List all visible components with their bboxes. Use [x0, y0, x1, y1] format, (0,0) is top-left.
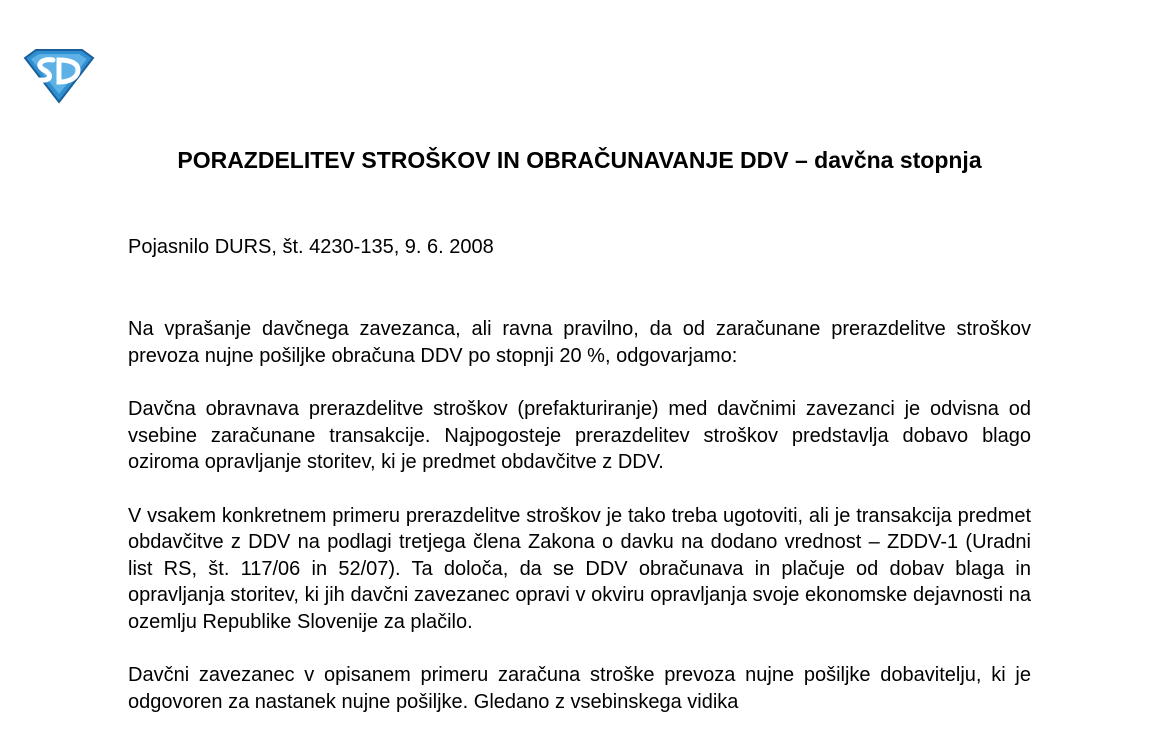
paragraph-question: Na vprašanje davčnega zavezanca, ali ravna pravilno, da od zaračunane prerazdelitve stroškov prevoza nujne pošiljke obračuna DDV po stopnji 20 %, odgovarjamo: [128, 318, 1031, 367]
sd-logo-icon [22, 48, 96, 104]
paragraph-case-description: Davčni zavezanec v opisanem primeru zaračuna stroške prevoza nujne pošiljke dobavitelju, ki je odgovoren za nastanek nujne pošiljke. Gledano z vsebinskega vidika [128, 664, 1031, 713]
document-body [128, 316, 1031, 742]
paragraph-cost-allocation: Davčna obravnava prerazdelitve stroškov (prefakturiranje) med davčnimi zavezanci je odvisna od vsebine zaračunane transakcije. Najpogosteje prerazdelitev stroškov predstavlja dobavo blago oziroma opravljanje storitev, ki je predmet obdavčitve z DDV. [128, 398, 1031, 473]
paragraph-legal-basis: V vsakem konkretnem primeru prerazdelitve stroškov je tako treba ugotoviti, ali je transakcija predmet obdavčitve z DDV na podlagi tretjega člena Zakona o davku na dodano vrednost – ZDDV-1 (Uradni list RS, št. 117/06 in 52/07). Ta določa, da se DDV obračunava in plačuje od dobav blaga in opravljanja storitev, ki jih davčni zavezanec opravi v okviru opravljanja svoje ekonomske dejavnosti na ozemlju Republike Slovenije za plačilo. [128, 504, 1031, 633]
document-source: Pojasnilo DURS, št. 4230-135, 9. 6. 2008 [128, 236, 494, 258]
document-title: PORAZDELITEV STROŠKOV IN OBRAČUNAVANJE DDV – davčna stopnja [177, 147, 982, 173]
